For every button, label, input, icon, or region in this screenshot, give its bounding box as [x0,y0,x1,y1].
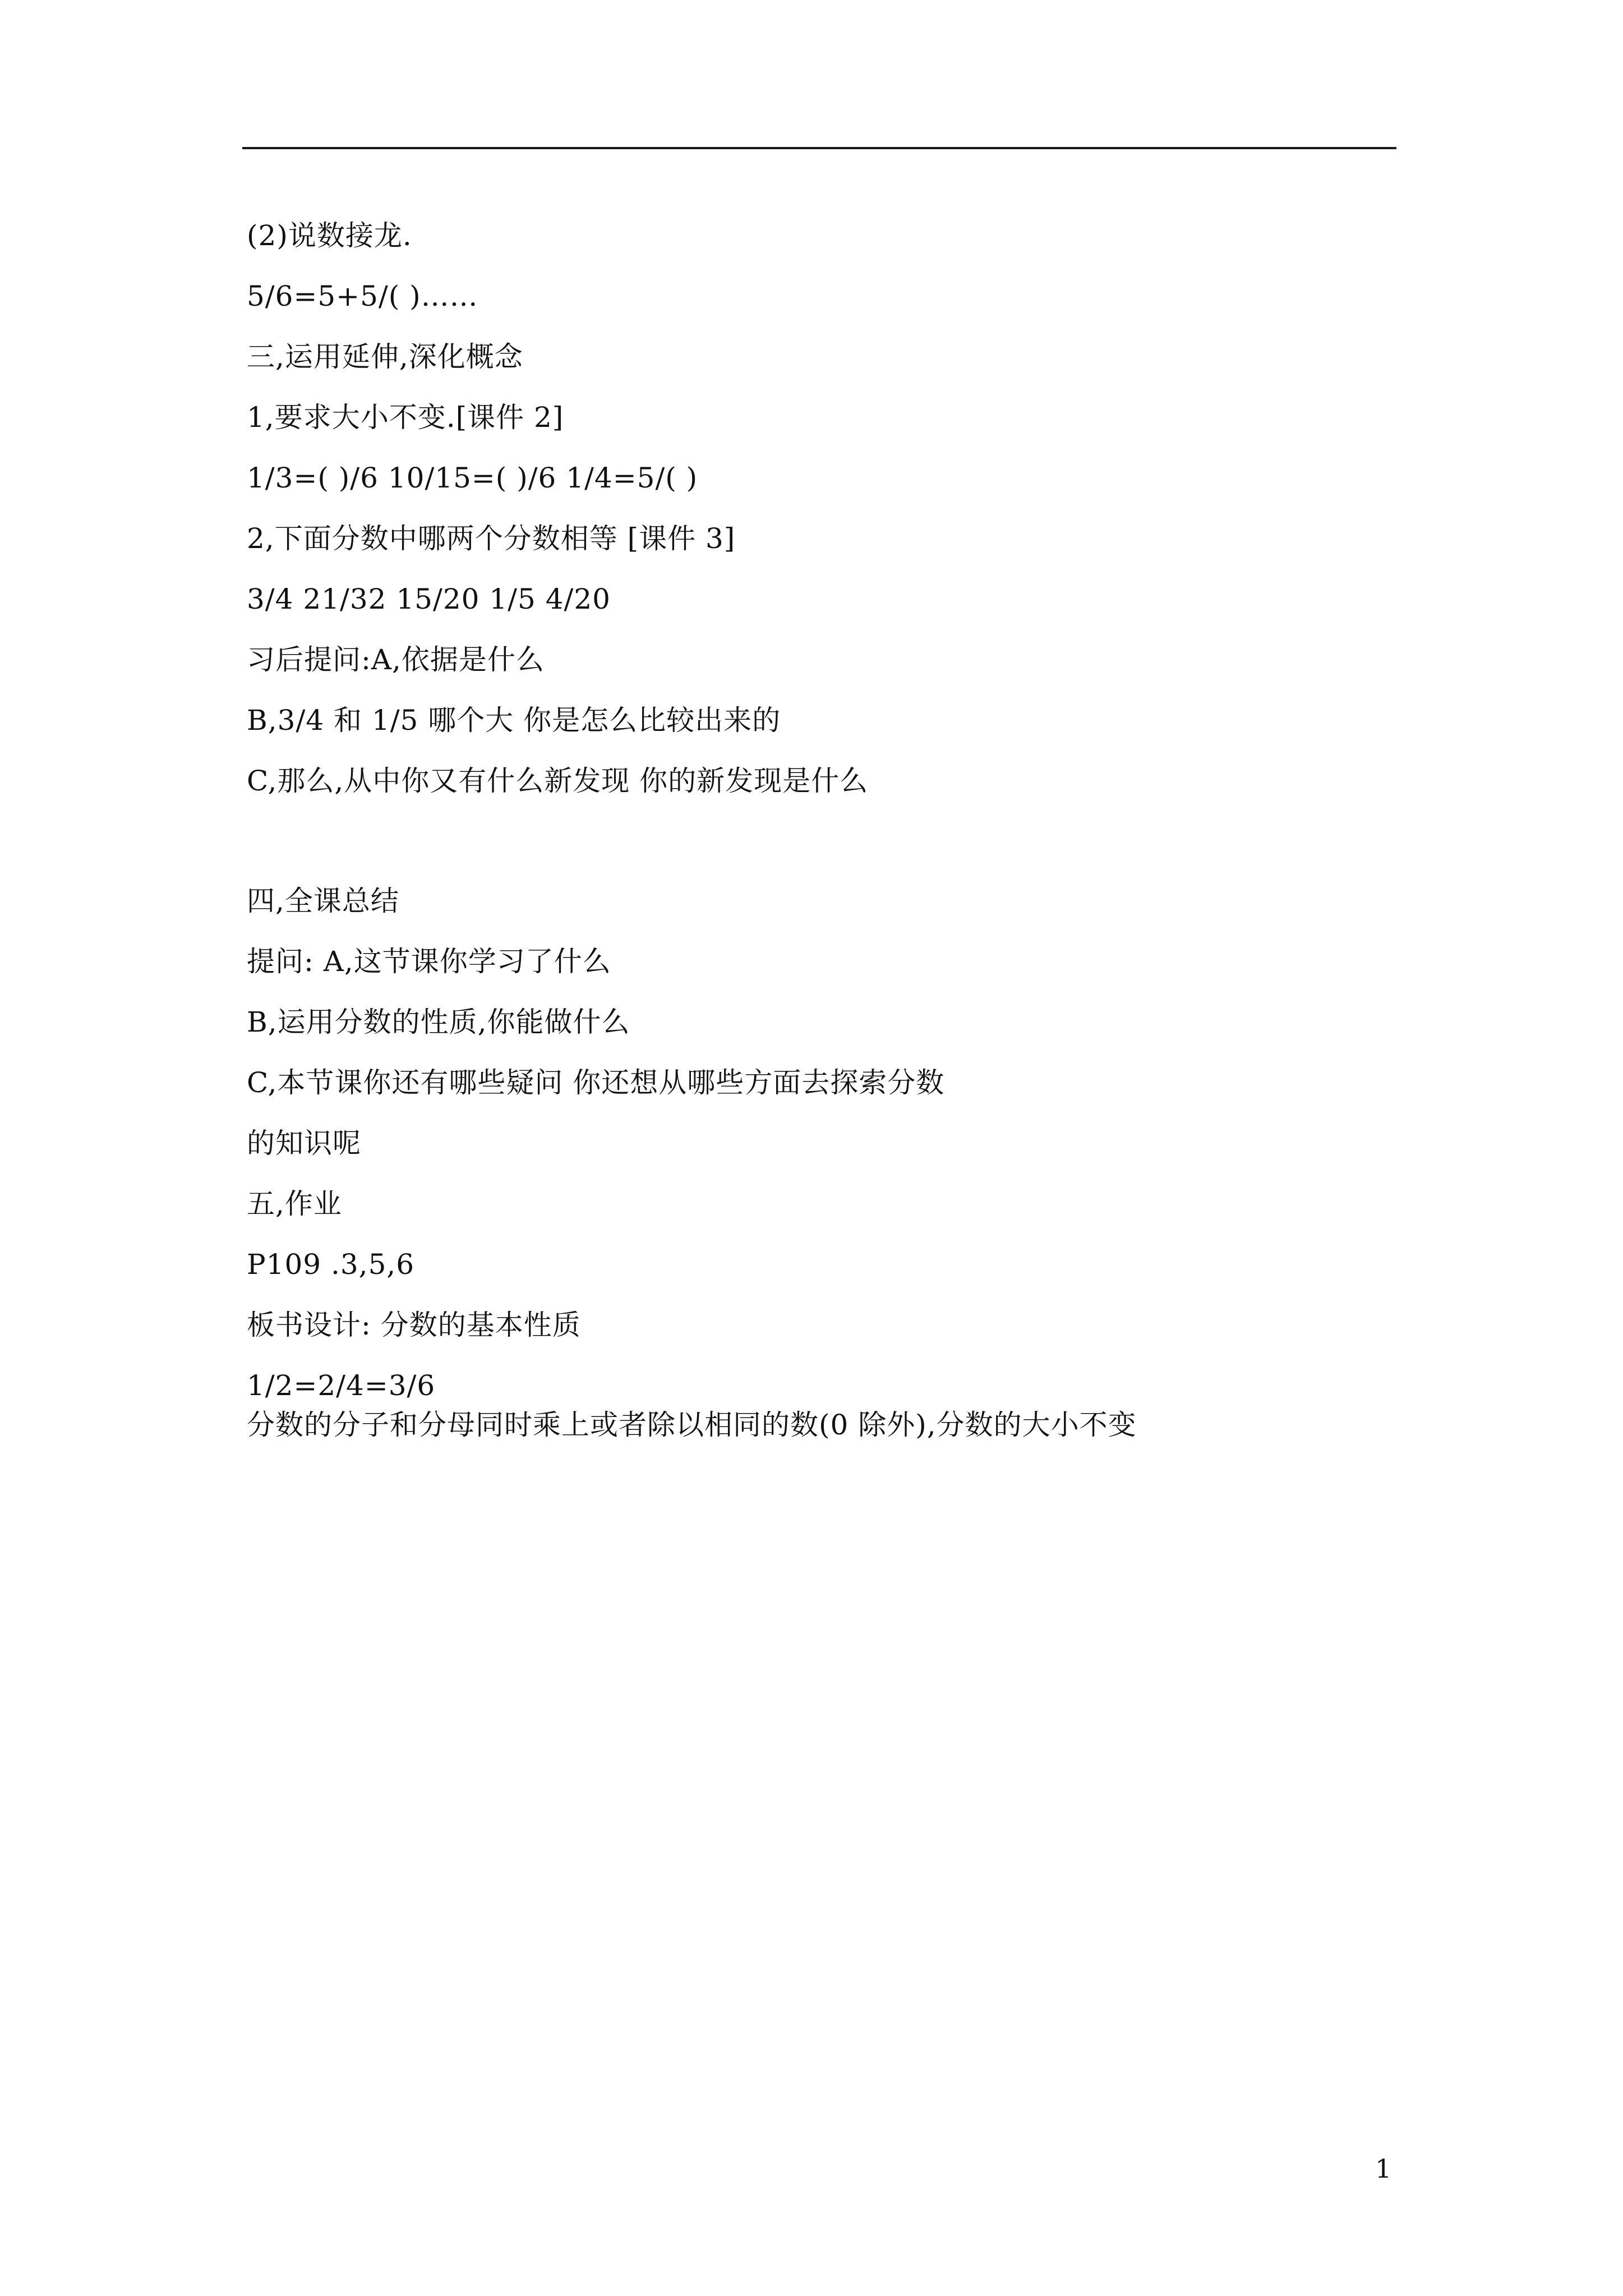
text-line-task-one-equations: 1/3=( )/6 10/15=( )/6 1/4=5/( ) [247,462,698,494]
text-line-homework: P109 .3,5,6 [247,1248,415,1281]
text-line-word-chain-title: (2)说数接龙. [247,219,412,252]
text-line-question-c: C,那么,从中你又有什么新发现 你的新发现是什么 [247,765,869,797]
text-line-task-one: 1,要求大小不变.[课件 2] [247,401,564,434]
text-line-board-rule: 分数的分子和分母同时乘上或者除以相同的数(0 除外),分数的大小不变 [247,1409,1137,1441]
text-line-board-design: 板书设计: 分数的基本性质 [247,1309,581,1341]
text-line-summary-c-continued: 的知识呢 [247,1127,361,1159]
text-line-question-a: 习后提问:A,依据是什么 [247,643,545,676]
header-rule [242,147,1396,149]
section-heading-five: 五,作业 [247,1188,342,1220]
text-line-summary-b: B,运用分数的性质,你能做什么 [247,1006,630,1038]
text-line-summary-c: C,本节课你还有哪些疑问 你还想从哪些方面去探索分数 [247,1066,945,1099]
section-heading-four: 四,全课总结 [247,885,399,917]
text-line-task-two-fractions: 3/4 21/32 15/20 1/5 4/20 [247,583,611,615]
text-line-summary-a: 提问: A,这节课你学习了什么 [247,945,611,978]
text-line-task-two: 2,下面分数中哪两个分数相等 [课件 3] [247,522,736,555]
page-number: 1 [1375,2154,1392,2184]
text-line-question-b: B,3/4 和 1/5 哪个大 你是怎么比较出来的 [247,704,781,737]
section-heading-three: 三,运用延伸,深化概念 [247,341,523,373]
text-line-board-equation: 1/2=2/4=3/6 [247,1369,436,1402]
text-line-word-chain-example: 5/6=5+5/( )…… [247,280,478,312]
